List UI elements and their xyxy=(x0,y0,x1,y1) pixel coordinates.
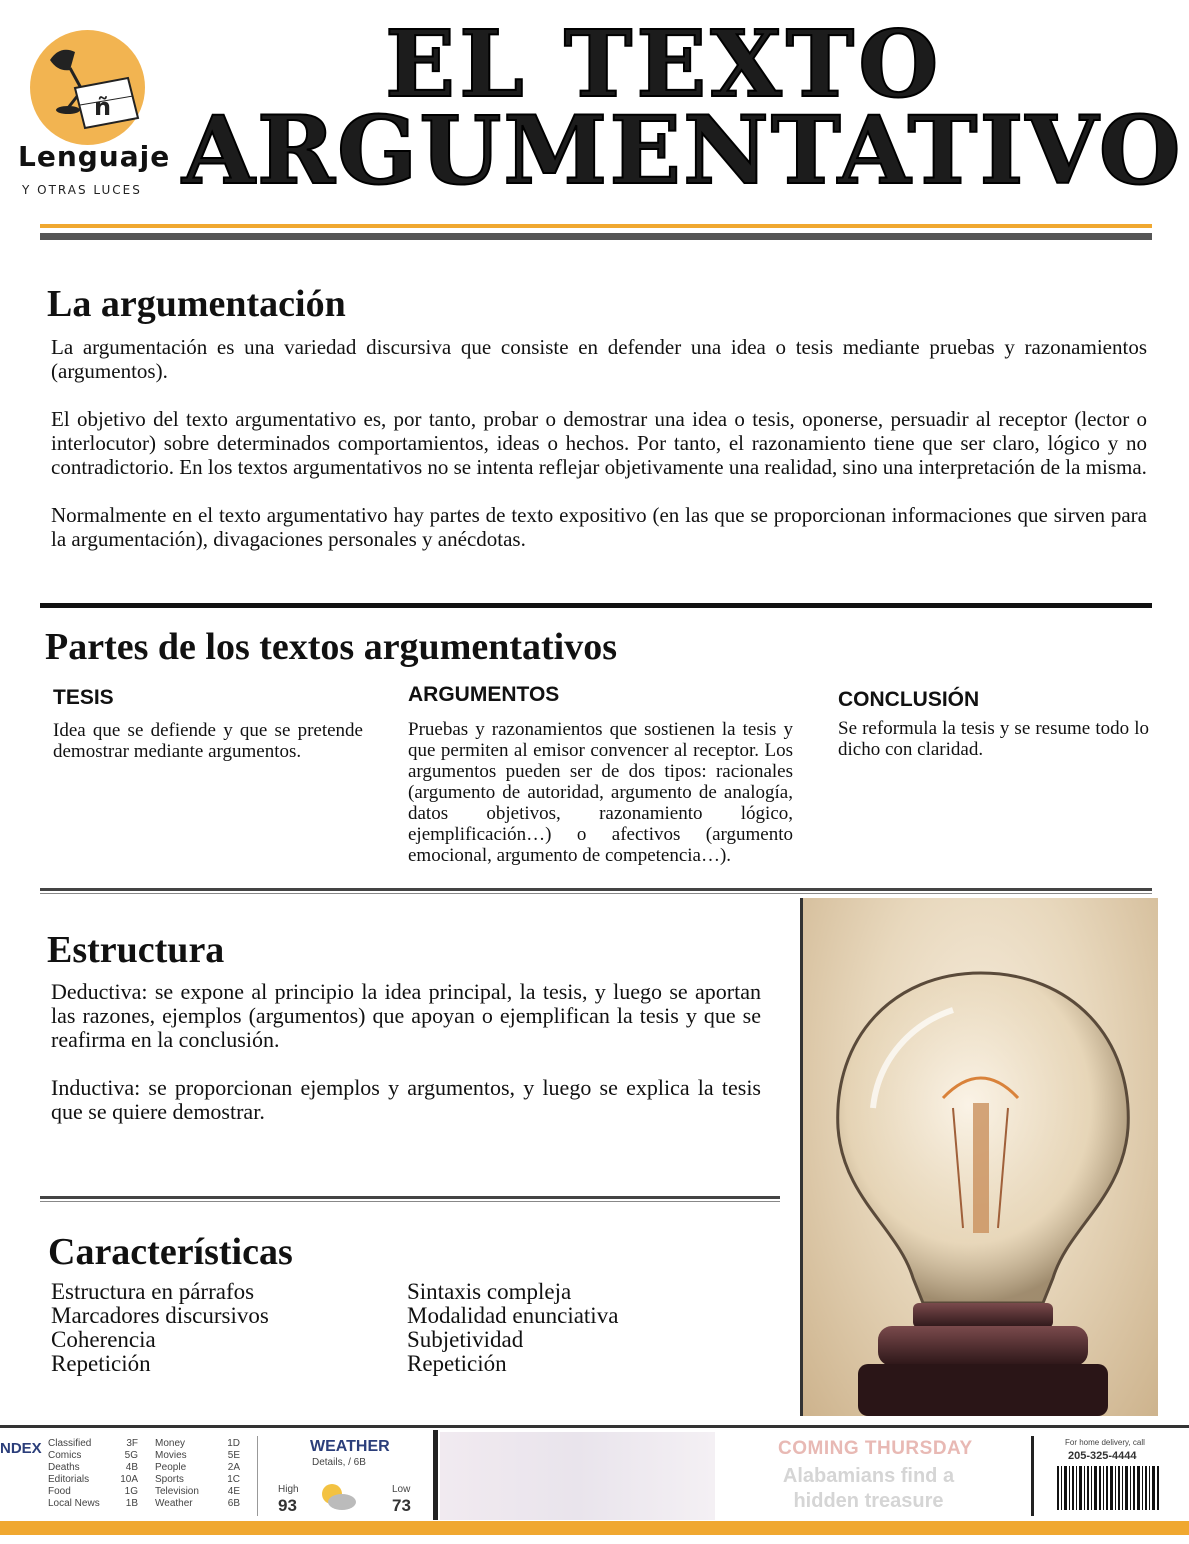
index-entry: Television xyxy=(155,1486,199,1497)
list-item: Estructura en párrafos xyxy=(51,1279,255,1304)
promo-title: COMING THURSDAY xyxy=(778,1438,973,1459)
column-title: ARGUMENTOS xyxy=(408,683,560,706)
footer-index-right xyxy=(155,1438,240,1510)
section-divider xyxy=(40,888,1152,894)
section-divider xyxy=(40,603,1152,608)
index-entry: Food xyxy=(48,1486,71,1497)
index-entry: Editorials xyxy=(48,1474,90,1485)
list-item: Subjetividad xyxy=(407,1327,524,1352)
caracteristicas-list-right xyxy=(407,1280,757,1376)
list-item: Modalidad enunciativa xyxy=(407,1303,619,1328)
list-item: Marcadores discursivos xyxy=(51,1303,269,1328)
masthead-rule-dark xyxy=(40,233,1152,240)
index-page: 4E xyxy=(227,1486,240,1497)
list-item: Sintaxis compleja xyxy=(407,1279,572,1304)
index-page: 1G xyxy=(124,1486,138,1497)
heading-estructura: Estructura xyxy=(47,929,225,971)
paragraph: Deductiva: se expone al principio la idea principal, la tesis, y luego se aportan las razones, ejemplos (argumentos) que apoyan o ejemplifican la tesis y que se reafirma en la conclusión. xyxy=(51,979,761,1052)
paragraph: La argumentación es una variedad discursiva que consiste en defender una idea o tesis mediante pruebas y razonamientos (argumentos). xyxy=(51,335,1147,383)
index-entry: Classified xyxy=(48,1438,92,1449)
delivery-text: For home delivery, call xyxy=(1065,1438,1145,1447)
promo-text: Alabamians find a hidden treasure xyxy=(782,1465,955,1512)
argumentacion-body xyxy=(51,335,1147,551)
lightbulb-photo xyxy=(800,898,1158,1416)
column-text: Pruebas y razonamientos que sostienen la tesis y que permiten al emisor convencer al receptor. Los argumentos pueden ser de dos tipos: racionales (argumento de autoridad, argumento de analogía, datos objetivos, razonamiento lógico, ejemplificación…) o afectivos (argumento emocional, argumento de competencia…). xyxy=(408,719,793,866)
logo-emblem xyxy=(30,30,145,145)
index-page: 1C xyxy=(227,1474,240,1485)
barcode-icon xyxy=(1055,1466,1165,1514)
delivery-phone: 205-325-4444 xyxy=(1068,1450,1137,1462)
weather-high: 93 xyxy=(278,1496,297,1515)
footer-orange-band xyxy=(0,1521,1189,1535)
masthead-title-line-1: EL TEXTO xyxy=(385,10,943,118)
index-entry: Money xyxy=(155,1438,186,1449)
lamp-book-icon xyxy=(30,30,145,145)
weather-subtitle: Details, / 6B xyxy=(312,1457,366,1468)
footer-divider xyxy=(257,1436,258,1516)
index-page: 6B xyxy=(227,1498,240,1509)
masthead-rule-orange xyxy=(40,224,1152,228)
index-entry: People xyxy=(155,1462,187,1473)
logo-tagline: Y OTRAS LUCES xyxy=(22,183,142,197)
footer-divider xyxy=(433,1430,438,1520)
index-page: 5G xyxy=(124,1450,138,1461)
heading-partes: Partes de los textos argumentativos xyxy=(45,626,618,668)
index-page: 3F xyxy=(126,1438,138,1449)
footer-divider xyxy=(1031,1436,1034,1516)
column-title: TESIS xyxy=(53,686,114,709)
footer-index-left xyxy=(48,1438,138,1510)
section-divider xyxy=(40,1196,780,1202)
weather-title: WEATHER xyxy=(310,1438,390,1455)
index-entry: Comics xyxy=(48,1450,82,1461)
paragraph: Normalmente en el texto argumentativo hay partes de texto expositivo (en las que se proporcionan informaciones que sirven para la argumentación), divagaciones personales y anécdotas. xyxy=(51,503,1147,551)
caracteristicas-list-left xyxy=(51,1280,371,1376)
paragraph: Inductiva: se proporcionan ejemplos y argumentos, y luego se explica la tesis que se quiere demostrar. xyxy=(51,1075,761,1124)
footer-index-label: NDEX xyxy=(0,1440,42,1457)
column-text: Idea que se defiende y que se pretende demostrar mediante argumentos. xyxy=(53,720,363,762)
paragraph: El objetivo del texto argumentativo es, por tanto, probar o demostrar una idea o tesis, oponerse, persuadir al receptor (lector o interlocutor) sobre determinados comportamientos, ideas o hechos. Por tanto, el razonamiento tiene que ser claro, lógico y no contradictorio. En los textos argumentativos no se intenta reflejar objetivamente una realidad, sino una interpretación de la misma. xyxy=(51,407,1147,479)
column-tesis xyxy=(53,686,363,762)
weather-low-label: Low xyxy=(392,1484,411,1495)
list-item: Repetición xyxy=(51,1351,151,1376)
list-item: Coherencia xyxy=(51,1327,156,1352)
index-entry: Weather xyxy=(155,1498,193,1509)
column-argumentos xyxy=(408,683,793,866)
index-page: 10A xyxy=(120,1474,138,1485)
index-entry: Sports xyxy=(155,1474,184,1485)
index-page: 1B xyxy=(125,1498,138,1509)
weather-high-label: High xyxy=(278,1484,299,1495)
heading-caracteristicas: Características xyxy=(48,1231,293,1273)
column-text: Se reformula la tesis y se resume todo lo dicho con claridad. xyxy=(838,718,1149,760)
footer-rule xyxy=(0,1425,1189,1428)
column-title: CONCLUSIÓN xyxy=(838,688,980,711)
lightbulb-icon xyxy=(803,898,1158,1416)
heading-argumentacion: La argumentación xyxy=(47,283,346,325)
column-conclusion xyxy=(838,688,1149,760)
index-entry: Deaths xyxy=(48,1462,80,1473)
index-entry: Movies xyxy=(155,1450,187,1461)
index-page: 2A xyxy=(227,1462,240,1473)
index-page: 4B xyxy=(125,1462,138,1473)
estructura-body xyxy=(51,980,761,1124)
sun-cloud-icon xyxy=(316,1478,358,1514)
weather-low: 73 xyxy=(392,1496,411,1515)
svg-text:ñ: ñ xyxy=(94,93,112,121)
logo-name: Lenguaje xyxy=(18,140,171,173)
promo-photo xyxy=(440,1432,715,1520)
index-page: 5E xyxy=(227,1450,240,1461)
masthead-title-line-2: ARGUMENTATIVO xyxy=(182,96,1183,206)
index-page: 1D xyxy=(227,1438,240,1449)
index-entry: Local News xyxy=(48,1498,100,1509)
list-item: Repetición xyxy=(407,1351,507,1376)
